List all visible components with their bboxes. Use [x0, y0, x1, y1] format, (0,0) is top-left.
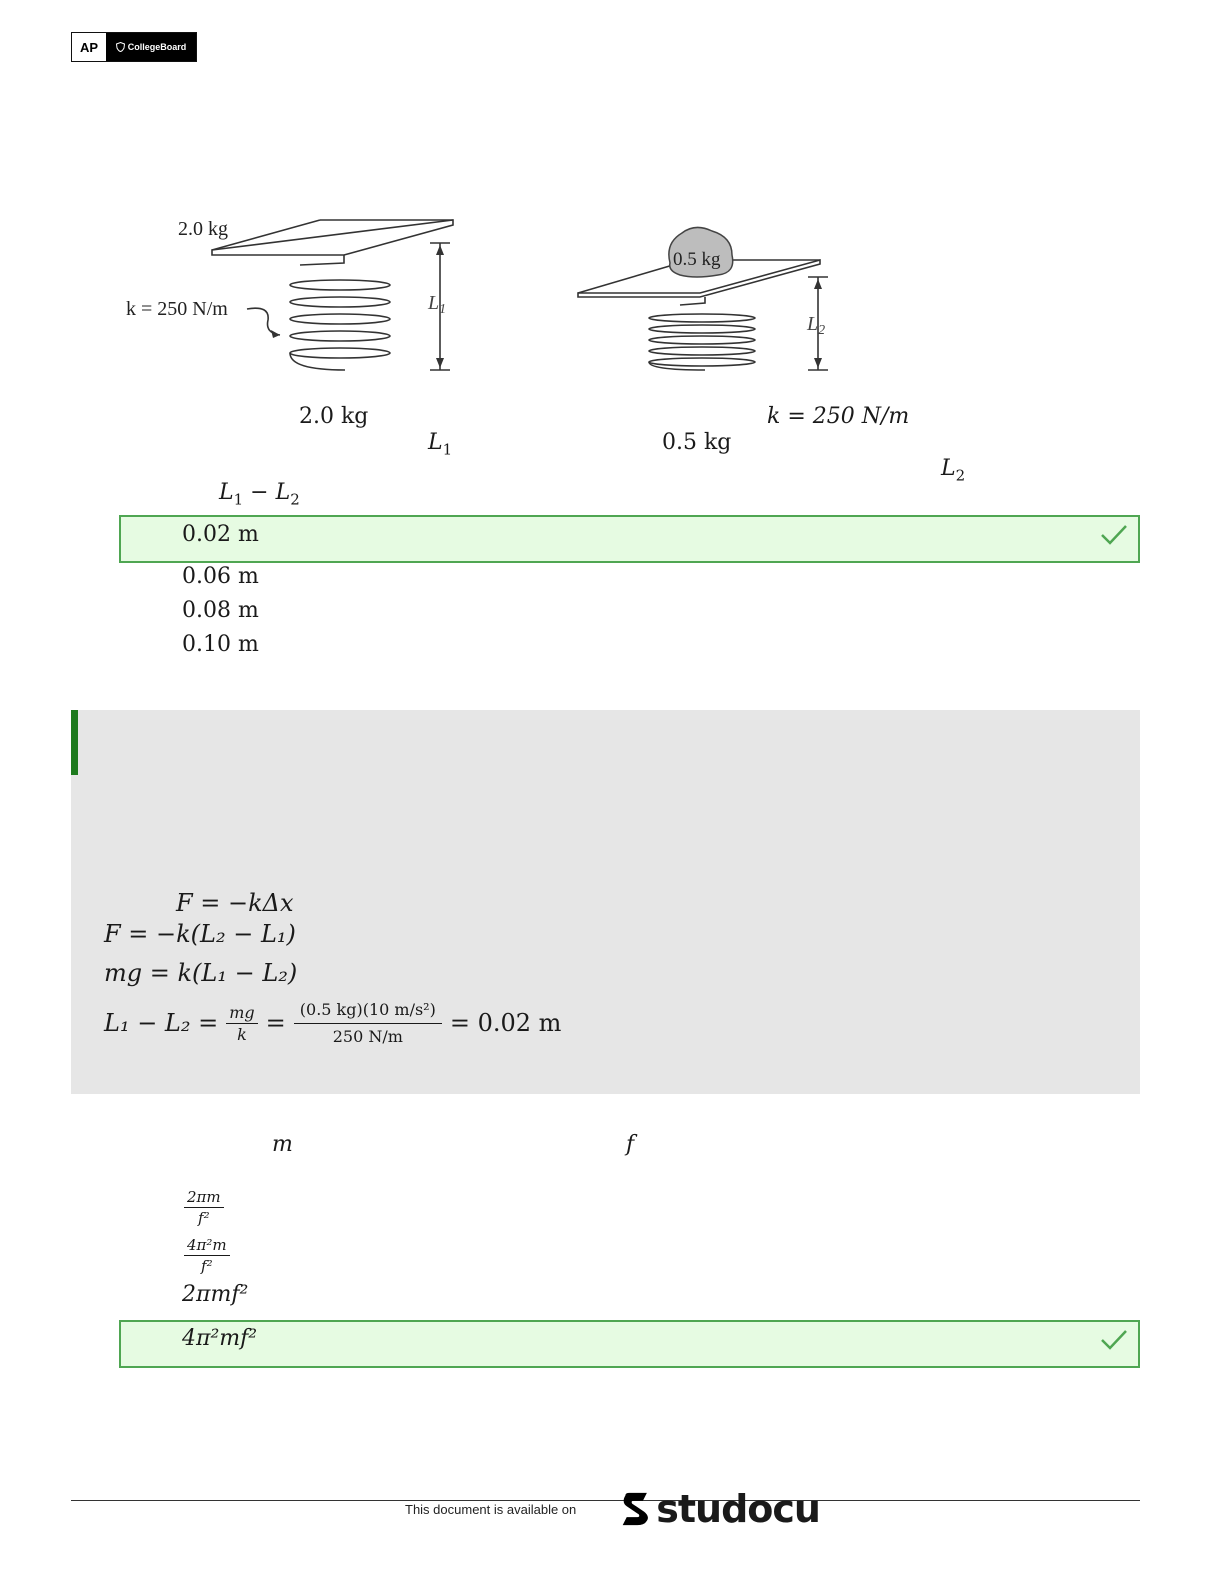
fraction-mg-over-k: $\frac{mg}{k}$ [226, 1003, 257, 1044]
checkmark-icon [1100, 1328, 1128, 1352]
q1-option-b[interactable]: 0.06 m [182, 564, 259, 589]
q1-option-d[interactable]: 0.10 m [182, 632, 259, 657]
left-platform [212, 220, 453, 255]
figure-L2: $L_2$ [807, 313, 826, 338]
left-spring [290, 255, 390, 370]
figure-left-mass: 2.0 kg [178, 218, 228, 240]
q2-option-d[interactable]: 4π²mf² [182, 1326, 258, 1351]
inline-mass-05kg: 0.5 kg [662, 430, 732, 455]
explanation-line-3: mg = k(L₁ − L₂) [104, 959, 298, 987]
inline-L1: $L_1$ [428, 430, 453, 459]
line4-equals: = [265, 1009, 286, 1037]
explanation-line-4 [104, 1000, 561, 1046]
shield-icon [116, 42, 125, 52]
figure-L1: $L_1$ [428, 292, 447, 317]
figure-right-mass: 0.5 kg [673, 249, 721, 270]
q2-option-c[interactable]: 2πmf² [182, 1282, 249, 1307]
studocu-logo[interactable] [620, 1483, 820, 1535]
footer-available-text: This document is available on [405, 1502, 577, 1517]
inline-mass-2kg: 2.0 kg [299, 404, 369, 429]
q2-var-f: f [626, 1132, 635, 1157]
spring-diagram [120, 205, 920, 380]
q1-option-c[interactable]: 0.08 m [182, 598, 259, 623]
collegeboard-text: CollegeBoard [127, 42, 187, 52]
q1-option-a[interactable]: 0.02 m [182, 522, 259, 547]
explanation-line-2: F = −k(L₂ − L₁) [104, 920, 296, 948]
studocu-wordmark: studocu [656, 1487, 820, 1531]
q1-option-correct[interactable] [119, 515, 1140, 563]
studocu-mark-icon [620, 1483, 652, 1535]
inline-k: k = 250 N/m [767, 404, 910, 429]
explanation-accent-bar [71, 710, 78, 775]
ap-logo: AP [72, 33, 106, 61]
figure-spring-constant: k = 250 N/m [126, 298, 228, 320]
explanation-line-1: F = −kΔx [176, 889, 294, 917]
right-spring [649, 297, 755, 370]
q2-var-m: m [272, 1132, 293, 1157]
q2-option-correct[interactable] [119, 1320, 1140, 1368]
line4-lhs: L₁ − L₂ = [104, 1009, 219, 1037]
q2-option-a[interactable]: $\frac{2\pi m}{\text{f²}}$ [184, 1188, 224, 1227]
checkmark-icon [1100, 523, 1128, 547]
ap-collegeboard-logo [71, 32, 197, 62]
difference-label: $L_1 - L_2$ [219, 480, 300, 509]
collegeboard-logo [106, 33, 196, 61]
line4-result: = 0.02 m [449, 1009, 562, 1037]
q2-option-b[interactable]: $\frac{\text{4π²m}}{\text{f²}}$ [184, 1236, 230, 1275]
fraction-numeric: $\frac{\text{(0.5 kg)(10 m/s²)}}{250 N/m}$ [294, 1000, 442, 1046]
footer-divider [71, 1500, 1140, 1501]
inline-L2: $L_2$ [941, 456, 966, 485]
